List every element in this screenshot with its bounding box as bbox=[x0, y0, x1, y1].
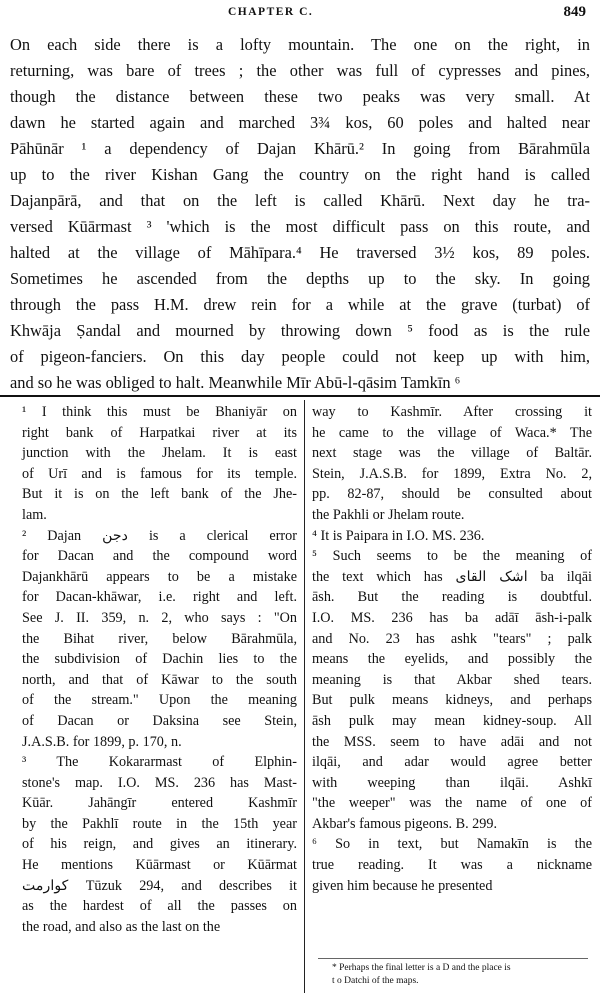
sub-footnote-line: t o Datchi of the maps. bbox=[332, 976, 419, 986]
footnote-line: stone's map. I.O. MS. 236 has Mast- bbox=[22, 774, 297, 791]
paragraph-line: Dajanpārā, and that on the left is called Khārū. Next day he tra- bbox=[10, 191, 590, 210]
footnote-line: the Pakhli or Jhelam route. bbox=[312, 506, 465, 523]
footnote-line: the subdivision of Dachin lies to the bbox=[22, 651, 297, 668]
footnote-line: of Dacan or Daksina see Stein, bbox=[22, 712, 297, 729]
footnote-line: pp. 82-87, should be consulted about bbox=[312, 486, 592, 503]
footnote-line: for Dacan and the compound word bbox=[22, 548, 297, 565]
footnote-line: for Dacan-khāwar, i.e. right and left. bbox=[22, 589, 297, 606]
footnote-line: lam. bbox=[22, 506, 47, 523]
footnote-line: meaning is that Akbar shed tears. bbox=[312, 671, 592, 688]
footnote-line: means the eyelids, and possibly the bbox=[312, 651, 592, 668]
footnote-line: āsh. But the reading is doubtful. bbox=[312, 589, 592, 606]
main-footnote-divider bbox=[0, 395, 600, 397]
paragraph-line: dawn he started again and marched 3¾ kos, 60 poles and halted near bbox=[10, 113, 590, 132]
footnote-line: true reading. It was a nickname bbox=[312, 857, 592, 874]
paragraph-line: On each side there is a lofty mountain. The one on the right, in bbox=[10, 35, 590, 54]
footnote-line: Kūār. Jahāngīr entered Kashmīr bbox=[22, 795, 297, 812]
footnote-line: But pulk means kidneys, and perhaps bbox=[312, 692, 592, 709]
footnote-line: ³ The Kokararmast of Elphin- bbox=[22, 754, 297, 771]
footnote-line: junction with the Jhelam. It is east bbox=[22, 445, 297, 462]
footnote-line: Akbar's famous pigeons. B. 299. bbox=[312, 815, 498, 832]
paragraph-line: halted at the village of Māhīpara.⁴ He traversed 3½ kos, 89 poles. bbox=[10, 243, 590, 262]
paragraph-line: through the pass H.M. drew rein for a while at the grave (turbat) of bbox=[10, 295, 590, 314]
sub-footnote-line: * Perhaps the final letter is a D and the place is bbox=[332, 963, 511, 973]
footnote-line: with weeping than ilqāi. Ashkī bbox=[312, 774, 592, 791]
footnote-line: the text which has اشک القای ba ilqāi bbox=[312, 568, 592, 585]
footnote-line: ⁵ Such seems to be the meaning of bbox=[312, 548, 592, 565]
paragraph-line: of pigeon-fanciers. On this day people could not keep up with him, bbox=[10, 347, 590, 366]
footnote-line: But it is on the left bank of the Jhe- bbox=[22, 486, 297, 503]
footnote-line: right bank of Harpatkai river at its bbox=[22, 424, 297, 441]
footnote-line: Stein, J.A.S.B. for 1899, Extra No. 2, bbox=[312, 465, 592, 482]
footnote-line: way to Kashmīr. After crossing it bbox=[312, 404, 592, 420]
main-text-block bbox=[10, 32, 590, 396]
footnote-line: of his reign, and gives an itinerary. bbox=[22, 836, 297, 853]
paragraph-line: versed Kūārmast ³ 'which is the most difficult pass on this route, and bbox=[10, 217, 590, 236]
footnote-line: the road, and also as the last on the bbox=[22, 918, 221, 935]
paragraph-line: returning, was bare of trees ; the other was full of cypresses and pines, bbox=[10, 61, 590, 80]
footnote-line: given him because he presented bbox=[312, 877, 493, 894]
footnote-line: of the stream." Upon the meaning bbox=[22, 692, 297, 709]
footnotes-right-column bbox=[312, 402, 592, 896]
paragraph-line: though the distance between these two peaks was very small. At bbox=[10, 87, 590, 106]
footnote-line: āsh pulk may mean kidney-soup. All bbox=[312, 712, 592, 729]
page-number: 849 bbox=[563, 4, 586, 20]
footnote-line: Dajankhārū appears to be a mistake bbox=[22, 568, 297, 585]
footnote-line: He mentions Kūārmast or Kūārmat bbox=[22, 857, 297, 874]
footnote-line: ² Dajan دجن is a clerical error bbox=[22, 527, 297, 544]
paragraph-line: Pāhūnār ¹ a dependency of Dajan Khārū.² In going from Bārahmūla bbox=[10, 139, 590, 158]
paragraph-line: and so he was obliged to halt. Meanwhile Mīr Abū-l-qāsim Tamkīn ⁶ bbox=[10, 373, 461, 392]
footnote-line: north, and that of Kāwar to the south bbox=[22, 671, 297, 688]
footnote-line: ⁶ So in text, but Namakīn is the bbox=[312, 836, 592, 853]
paragraph-line: up to the river Kishan Gang the country on the right hand is called bbox=[10, 165, 590, 184]
footnote-line: next stage was the village of Baltār. bbox=[312, 445, 592, 462]
footnote-line: ilqāi, and adar would agree better bbox=[312, 754, 592, 771]
column-divider bbox=[304, 400, 305, 993]
footnote-line: the Bihat river, below Bārahmūla, bbox=[22, 630, 297, 647]
footnote-line: of Urī and is famous for its temple. bbox=[22, 465, 297, 482]
footnote-line: كوارمت Tūzuk 294, and describes it bbox=[22, 877, 297, 894]
footnote-line: and No. 23 has ashk "tears" ; palk bbox=[312, 630, 592, 647]
footnotes-left-column bbox=[22, 402, 297, 937]
chapter-heading: CHAPTER C. bbox=[228, 6, 314, 18]
footnote-line: ⁴ It is Paipara in I.O. MS. 236. bbox=[312, 527, 485, 544]
footnote-line: I.O. MS. 236 has ba adāī āsh-i-palk bbox=[312, 609, 592, 626]
subnote-divider bbox=[318, 958, 588, 959]
footnote-line: by the Pakhlī route in the 15th year bbox=[22, 815, 297, 832]
paragraph-line: Khwāja Ṣandal and mourned by throwing down ⁵ food as is the rule bbox=[10, 321, 590, 340]
footnote-line: "the weeper" was the name of one of bbox=[312, 795, 592, 812]
page-header bbox=[0, 4, 600, 24]
sub-footnote bbox=[332, 962, 592, 988]
footnote-line: ¹ I think this must be Bhaniyār on bbox=[22, 404, 297, 420]
footnote-line: the MSS. seem to have adāi and not bbox=[312, 733, 592, 750]
footnote-line: he came to the village of Waca.* The bbox=[312, 424, 592, 441]
paragraph-line: Sometimes he ascended from the depths up to the sky. In going bbox=[10, 269, 590, 288]
footnote-line: J.A.S.B. for 1899, p. 170, n. bbox=[22, 733, 182, 750]
footnote-line: See J. II. 359, n. 2, who says : "On bbox=[22, 609, 297, 626]
footnote-line: as the hardest of all the passes on bbox=[22, 898, 297, 915]
